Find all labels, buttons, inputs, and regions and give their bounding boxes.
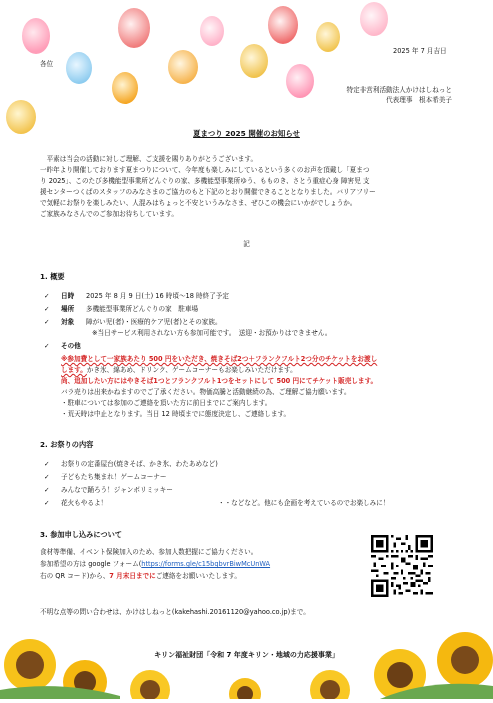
check-icon: ✓ (44, 499, 50, 507)
note-line: ・荒天時は中止となります。当日 12 時頃までに態度決定し、ご連絡します。 (61, 410, 291, 418)
list-item: みんなで踊ろう！ジャンボリミッキー (61, 486, 173, 494)
document-date: 2025 年 7 月吉日 (393, 47, 447, 55)
check-icon: ✓ (44, 305, 50, 313)
sunflower-decoration (0, 630, 493, 699)
ki-label: 記 (243, 240, 250, 248)
target-note: ※当日サービス利用されない方も参加可能です。 送迎・お預かりはできません。 (92, 329, 332, 337)
place-label: 場所 (61, 305, 75, 313)
section-1-heading: 1. 概要 (40, 272, 65, 281)
intro-line: り 2025」、このたび多機能型事業所どんぐりの家、多機能型事業所ゆう、もものき、さとう重症心身 障害児 支 (40, 177, 370, 185)
place-value: 多機能型事業所どんぐりの家 駐車場 (86, 305, 199, 313)
contact-info: 不明な点等の問い合わせは、かけはしねっと(kakehashi.20161120@yahoo.co.jp)まで。 (40, 608, 310, 616)
note-line: ・駐車については参加のご連絡を頂いた方に前日までにご案内します。 (61, 399, 272, 407)
recipient: 各位 (40, 60, 54, 68)
additional-ticket-notice: 尚、追加したい方にはやきそば1つとフランクフルト1つをセットにして 500 円にてチケット販売します。 (61, 377, 378, 385)
check-icon: ✓ (44, 473, 50, 481)
check-icon: ✓ (44, 318, 50, 326)
representative: 代表理事 根本希美子 (386, 96, 452, 104)
fee-notice-line: ※参加費として一家族あたり 500 円をいただき、焼きそば2つ＋フランクフルト2つ分のチケットをお渡し (61, 355, 378, 363)
date-label: 日時 (61, 292, 75, 300)
footer-sponsor: キリン福祉財団「令和 7 年度キリン・地域の力応援事業」 (154, 651, 339, 659)
application-text: 右の QR コード)から、 (40, 572, 110, 580)
intro-line: 援センターつくばのスタッフのみなさまのご協力のもと下記のとおり開催できることとなりました。バリアフリー (40, 188, 376, 196)
check-icon: ✓ (44, 486, 50, 494)
etc-note: ・・などなど。他にも企画を考えているのでお楽しみに！ (218, 499, 390, 507)
fee-notice-text: かき氷、綿あめ、ドリンク、ゲームコーナーもお楽しみいただけます。 (86, 366, 297, 374)
intro-line: 一昨年より開催しております夏まつりについて、今年度も楽しみにしているという多くのお声を頂戴し「夏まつ (40, 166, 370, 174)
application-text: 食材等準備、イベント保険加入のため、参加人数把握にご協力ください。 (40, 548, 258, 556)
section-3-heading: 3. 参加申し込みについて (40, 530, 122, 539)
section-2-heading: 2. お祭りの内容 (40, 440, 94, 449)
list-item: 子どもたち集まれ！ゲームコーナー (61, 473, 167, 481)
deadline: 7 月末日までに (109, 572, 156, 580)
target-value: 障がい児(者)・医療的ケア児(者)とその家族。 (86, 318, 222, 326)
intro-line: で気軽にお祭りを楽しみたい、人混みはちょっと不安というみなさま、ぜひこの機会にいかがでしょうか。 (40, 199, 357, 207)
check-icon: ✓ (44, 342, 50, 350)
qr-code (371, 535, 433, 597)
target-label: 対象 (61, 318, 75, 326)
fee-notice-line: します。 (61, 366, 87, 374)
organization-name: 特定非営利活動法人かけはしねっと (346, 86, 452, 94)
page-title: 夏まつり 2025 開催のお知らせ (193, 129, 300, 138)
check-icon: ✓ (44, 292, 50, 300)
list-item: お祭りの定番屋台(焼きそば、かき氷、わたあめなど) (61, 460, 218, 468)
list-item: 花火もやるよ！ (61, 499, 108, 507)
intro-line: ご家族みなさんでのご参加お待ちしています。 (40, 210, 178, 218)
check-icon: ✓ (44, 460, 50, 468)
application-text: 参加希望の方は google フォーム( (40, 560, 142, 568)
intro-line: 平素は当会の活動に対しご理解、ご支援を賜りありがとうございます。 (40, 155, 258, 163)
other-label: その他 (61, 342, 81, 350)
date-value: 2025 年 8 月 9 日(土) 16 時頃～18 時終了予定 (86, 292, 229, 300)
form-link[interactable]: https://forms.gle/c15bqbvrBiwMcUnWA (141, 560, 271, 568)
note-line: バラ売りは出来かねますのでご了承ください。物価高騰と活動継続の為、ご理解ご協力願います。 (61, 388, 351, 396)
application-text: ご連絡をお願いいたします。 (155, 572, 241, 580)
